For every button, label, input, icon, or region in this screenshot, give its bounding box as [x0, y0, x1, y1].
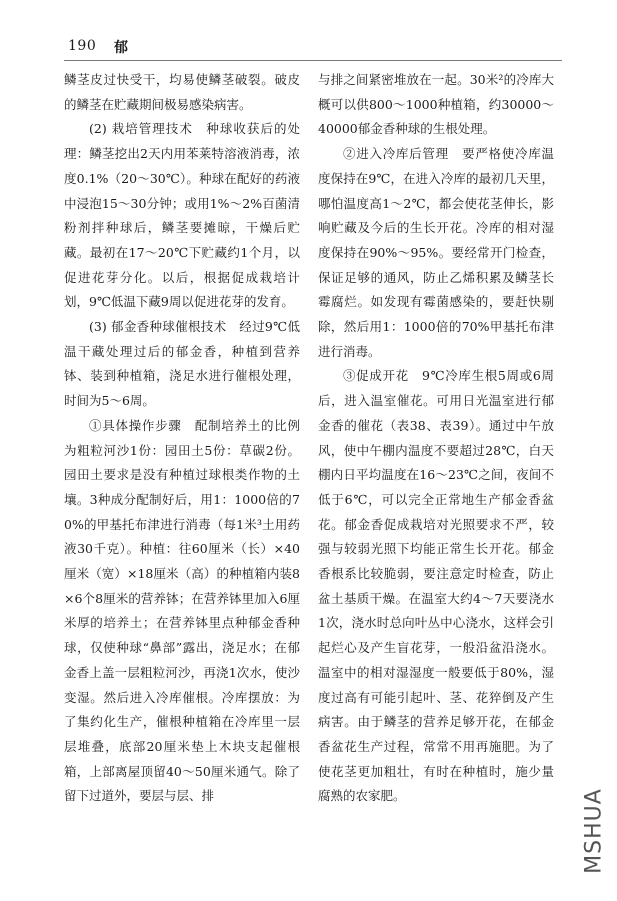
- page-number: 190: [68, 38, 97, 54]
- paragraph-rooting-technique: (3) 郁金香种球催根技术 经过9℃低温干藏处理过后的郁金香，种植到营养钵、装到种植箱，浇足水进行催根处理，时间为5～6周。: [64, 319, 300, 409]
- right-column: [318, 68, 554, 809]
- page-header: [64, 36, 562, 58]
- header-rule: [64, 60, 562, 61]
- watermark-text: MSHUA: [581, 788, 607, 874]
- paragraph-continued-skin: 鳞茎皮过快受干，均易使鳞茎破裂。破皮的鳞茎在贮藏期间极易感染病害。: [64, 72, 300, 112]
- paragraph-operation-steps: ①具体操作步骤 配制培养土的比例为粗粒河沙1份：园田土5份：草碳2份。园田土要求是没有种植过球根类作物的土壤。3种成分配制好后，用1：1000倍的70%的甲基托布津进行消毒（每1米³土用药液30千克）。种植：往60厘米（长）×40厘米（宽）×18厘米（高）的种植箱内装8×6个8厘米的营养钵；在营养钵里加入6厘米厚的培养土；在营养钵里点种郁金香种球，仅使种球“鼻部”露出，浇足水；在郁金香上盖一层粗粒河沙，再浇1次水，使沙变湿。然后进入冷库催根。冷库摆放：为了集约化生产，催根种植箱在冷库里一层层堆叠，底部20厘米垫上木块支起催根箱，上部离屋顶留40～50厘米通气。除了留下过道外，要层与层、排: [64, 417, 300, 804]
- paragraph-forcing-bloom: ③促成开花 9℃冷库生根5周或6周后，进入温室催花。可用日光温室进行郁金香的催花（表38、表39）。通过中午放风，使中午棚内温度不要超过28℃，白天棚内日平均温度在16～23℃之间，夜间不低于6℃，可以完全正常地生产郁金香盆花。郁金香促成栽培对光照要求不严，较强与较弱光照下均能正常生长开花。郁金香根系比较脆弱，要注意定时检查，防止盆土基质干燥。在温室大约4～7天要浇水1次，浇水时总向叶丛中心浇水，这样会引起烂心及产生盲花芽，一般沿盆沿浇水。温室中的相对湿湿度一般要低于80%，湿度过高有可能引起叶、茎、花猝倒及产生病害。由于鳞茎的营养足够开花，在郁金香盆花生产过程，常常不用再施肥。为了使花茎更加粗壮，有时在种植时，施少量腐熟的农家肥。: [318, 368, 554, 804]
- running-title: 郁: [114, 40, 128, 56]
- paragraph-cold-storage-management: ②进入冷库后管理 要严格使冷库温度保持在9℃，在进入冷库的最初几天里，哪怕温度高1～2℃，都会使花茎伸长，影响贮藏及今后的生长开花。冷库的相对湿度保持在90%～95%。要经常开门检查，保证足够的通风，防止乙烯积累及鳞茎长霉腐烂。如发现有霉菌感染的，要赶快剔除，然后用1：1000倍的70%甲基托布津进行消毒。: [318, 146, 554, 359]
- left-column: [64, 68, 300, 809]
- paragraph-cold-storage-stacking: 与排之间紧密堆放在一起。30米²的冷库大概可以供800～1000种植箱，约30000～40000郁金香种球的生根处理。: [318, 72, 554, 137]
- watermark: [579, 778, 609, 884]
- paragraph-cultivation-management: (2) 栽培管理技术 种球收获后的处理：鳞茎挖出2天内用苯莱特溶液消毒，浓度0.1%（20～30℃）。种球在配好的药液中浸泡15～30分钟；或用1%～2%百菌清粉剂拌种球后，鳞茎要摊晾，干燥后贮藏。最初在17～20℃下贮藏约1个月，以促进花芽分化。以后，根据促成栽培计划，9℃低温下藏9周以促进花芽的发育。: [64, 121, 300, 310]
